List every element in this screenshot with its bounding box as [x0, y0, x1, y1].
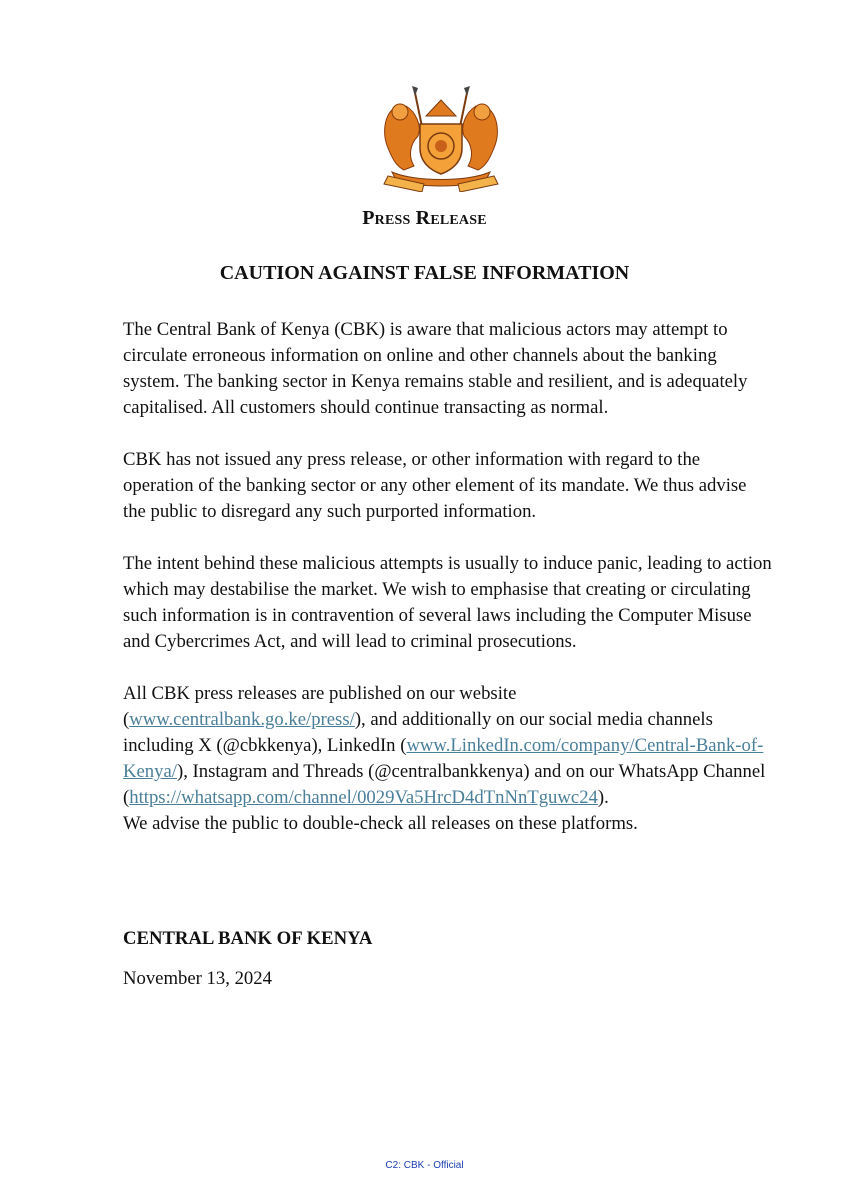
- signature: CENTRAL BANK OF KENYA: [123, 928, 373, 949]
- paragraph-4-text-3: ), Instagram and Threads (@centralbankkenya) and on our WhatsApp Channel: [176, 761, 766, 782]
- paragraph-4-paren-open: (: [123, 709, 130, 730]
- paragraph-4-advice: We advise the public to double-check all releases on these platforms.: [123, 813, 638, 834]
- paragraph-4-text-1: All CBK press releases are published on our website: [123, 683, 517, 704]
- paragraph-4-paren-open-2: (: [123, 787, 130, 808]
- page-title: CAUTION AGAINST FALSE INFORMATION: [219, 262, 630, 284]
- paragraph-4-paren-close: ).: [597, 787, 609, 808]
- paragraph-4-text-2: ), and additionally on our social media channels including X (@cbkkenya), LinkedIn (: [123, 709, 713, 756]
- paragraph-3: The intent behind these malicious attempts is usually to induce panic, leading to action which may destabilise the market. We wish to emphasise that creating or circulating such information is in contravention of several laws including the Computer Misuse and Cybercrimes Act, and will lead to criminal prosecutions.: [123, 553, 772, 652]
- release-date: November 13, 2024: [123, 968, 272, 989]
- press-release-label: Press Release: [362, 207, 487, 229]
- coat-of-arms-icon: [374, 86, 508, 192]
- press-release-body: [123, 317, 773, 863]
- classification-footer: C2: CBK - Official: [385, 1160, 464, 1171]
- whatsapp-channel-link[interactable]: https://whatsapp.com/channel/0029Va5HrcD4dTnNnTguwc24: [129, 787, 598, 808]
- paragraph-1: The Central Bank of Kenya (CBK) is aware that malicious actors may attempt to circulate erroneous information on online and other channels about the banking system. The banking sector in Kenya remains stable and resilient, and is adequately capitalised. All customers should continue transacting as normal.: [123, 319, 748, 418]
- paragraph-4: [123, 681, 773, 837]
- linkedin-link[interactable]: www.LinkedIn.com/company/Central-Bank-of-Kenya/: [123, 735, 764, 782]
- cbk-press-link[interactable]: www.centralbank.go.ke/press/: [129, 709, 355, 730]
- paragraph-2: CBK has not issued any press release, or other information with regard to the operation of the banking sector or any other element of its mandate. We thus advise the public to disregard any such purported information.: [123, 449, 747, 522]
- cbk-coat-of-arms: [374, 86, 508, 192]
